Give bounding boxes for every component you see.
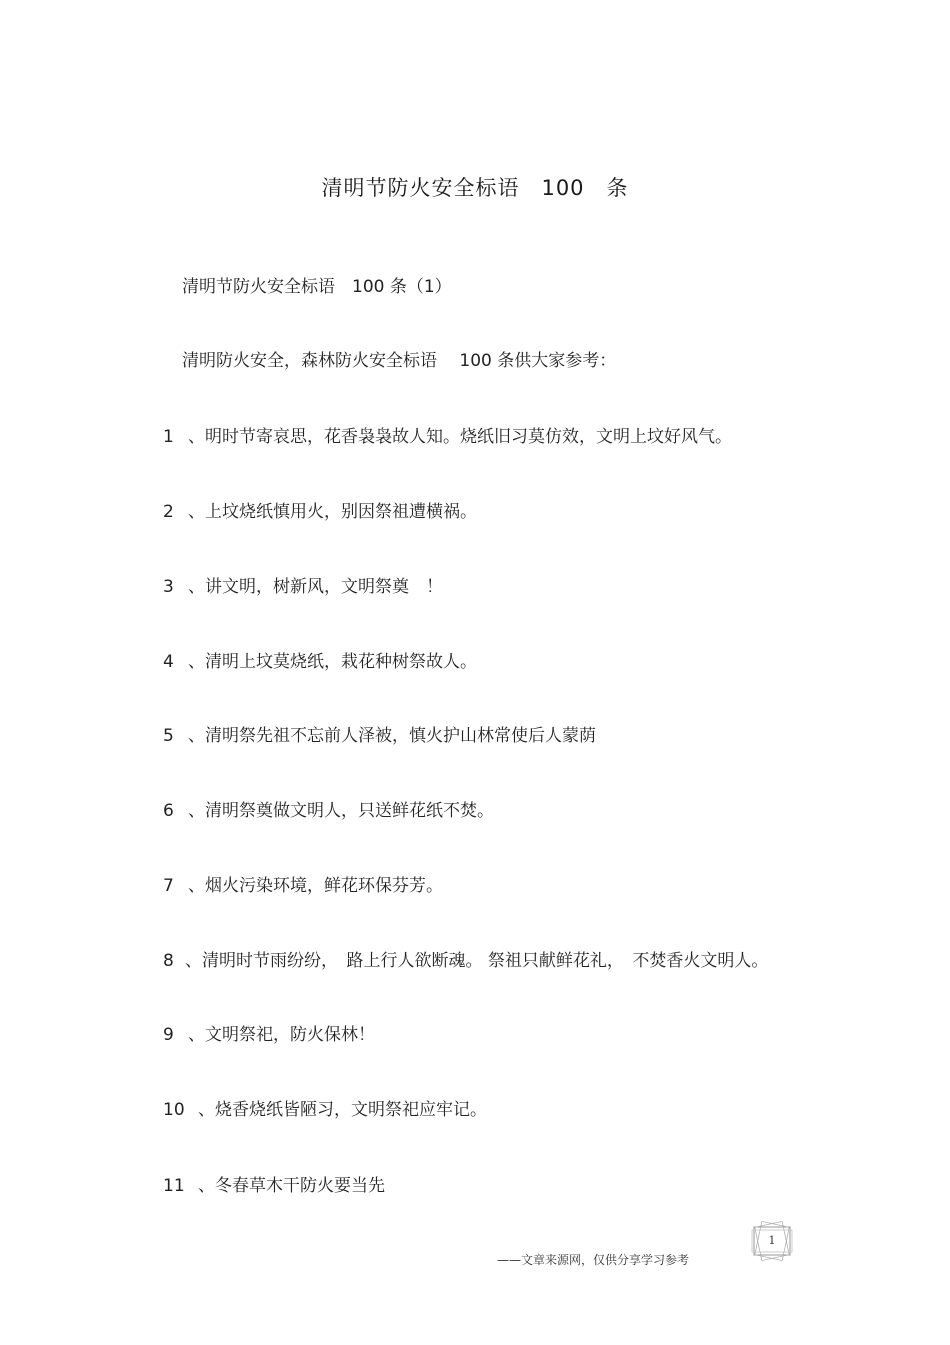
item-number: 5 xyxy=(163,726,174,746)
footer-source: ——文章来源网，仅供分享学习参考 xyxy=(497,1253,690,1267)
item-number: 11 xyxy=(163,1176,185,1196)
item-number: 10 xyxy=(163,1100,185,1120)
item-number: 9 xyxy=(163,1025,174,1045)
document-intro: 清明防火安全，森林防火安全标语 100 条供大家参考： xyxy=(182,351,617,371)
item-number: 8 xyxy=(163,951,174,971)
item-number: 7 xyxy=(163,876,174,896)
item-text: 、烧香烧纸皆陋习，文明祭祀应牢记。 xyxy=(198,1100,487,1120)
item-number: 6 xyxy=(163,801,174,821)
item-text: 、冬春草木干防火要当先 xyxy=(198,1176,385,1196)
item-number: 2 xyxy=(163,502,174,522)
page-number-badge xyxy=(748,1221,796,1261)
item-text: 、清明祭奠做文明人，只送鲜花纸不焚。 xyxy=(188,801,494,821)
item-text: 、清明祭先祖不忘前人泽被，慎火护山林常使后人蒙荫 xyxy=(188,726,596,746)
page-number: 1 xyxy=(768,1234,776,1247)
item-text: 、清明时节雨纷纷， 路上行人欲断魂。 祭祖只献鲜花礼， 不焚香火文明人。 xyxy=(185,951,769,971)
item-text: 、上坟烧纸慎用火，别因祭祖遭横祸。 xyxy=(188,502,477,522)
item-text: 、烟火污染环境，鲜花环保芬芳。 xyxy=(188,876,443,896)
document-title: 清明节防火安全标语 100 条 xyxy=(321,176,629,200)
item-text: 、讲文明，树新风，文明祭奠 ！ xyxy=(188,577,443,597)
item-text: 、清明上坟莫烧纸，栽花种树祭故人。 xyxy=(188,652,477,672)
item-number: 1 xyxy=(163,427,174,447)
item-text: 、文明祭祀，防火保林！ xyxy=(188,1025,375,1045)
item-number: 4 xyxy=(163,652,174,672)
item-number: 3 xyxy=(163,577,174,597)
document-subtitle: 清明节防火安全标语 100 条（1） xyxy=(182,277,452,297)
item-text: 、明时节寄哀思，花香袅袅故人知。烧纸旧习莫仿效，文明上坟好风气。 xyxy=(188,427,732,447)
